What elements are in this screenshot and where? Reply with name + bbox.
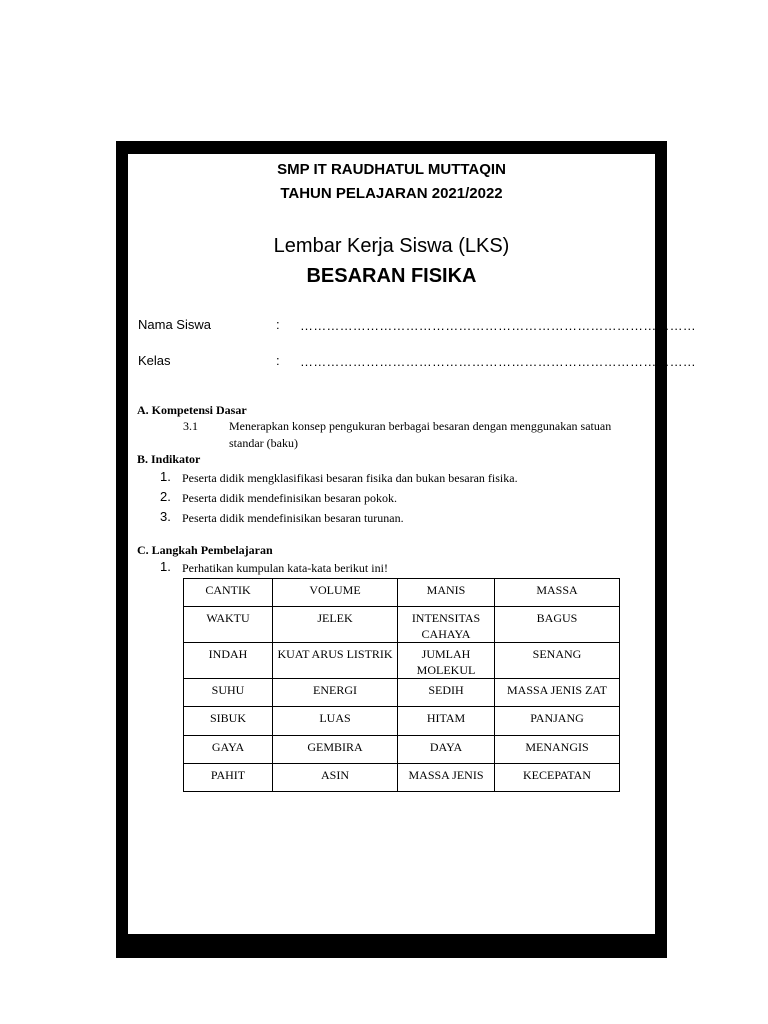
table-cell: ENERGI [273, 679, 398, 707]
indicator-text: Peserta didik mengklasifikasi besaran fisika dan bukan besaran fisika. [182, 471, 518, 485]
table-cell: CANTIK [184, 579, 273, 607]
worksheet-subtitle: BESARAN FISIKA [306, 265, 477, 287]
table-cell: MANIS [398, 579, 495, 607]
school-name: SMP IT RAUDHATUL MUTTAQIN [277, 161, 506, 178]
class-field-label: Kelas [138, 353, 171, 368]
table-row [184, 643, 620, 679]
table-cell: MASSA JENIS ZAT [495, 679, 620, 707]
section-b-heading: B. Indikator [137, 452, 201, 466]
competency-text-line2: standar (baku) [229, 436, 298, 450]
indicator-number: 1. [160, 469, 171, 484]
class-field-colon: : [276, 353, 280, 368]
table-cell: ASIN [273, 764, 398, 792]
table-cell: PANJANG [495, 707, 620, 736]
table-cell: INTENSITAS CAHAYA [398, 607, 495, 643]
table-row [184, 707, 620, 736]
table-cell: MENANGIS [495, 736, 620, 764]
name-field-blank[interactable]: ……………………………………………………………………………… [300, 318, 696, 333]
section-c-heading: C. Langkah Pembelajaran [137, 543, 273, 557]
step-number: 1. [160, 559, 171, 574]
table-cell: JUMLAH MOLEKUL [398, 643, 495, 679]
table-row [184, 736, 620, 764]
table-cell: MASSA JENIS [398, 764, 495, 792]
table-row [184, 579, 620, 607]
table-row [184, 607, 620, 643]
table-cell: KUAT ARUS LISTRIK [273, 643, 398, 679]
table-cell: LUAS [273, 707, 398, 736]
name-field-colon: : [276, 317, 280, 332]
table-cell: SUHU [184, 679, 273, 707]
table-cell: SIBUK [184, 707, 273, 736]
table-cell: INDAH [184, 643, 273, 679]
table-cell: PAHIT [184, 764, 273, 792]
table-cell: SEDIH [398, 679, 495, 707]
table-cell: MASSA [495, 579, 620, 607]
competency-number: 3.1 [183, 419, 198, 433]
indicator-text: Peserta didik mendefinisikan besaran pokok. [182, 491, 397, 505]
indicator-text: Peserta didik mendefinisikan besaran turunan. [182, 511, 404, 525]
competency-text-line1: Menerapkan konsep pengukuran berbagai besaran dengan menggunakan satuan [229, 419, 612, 433]
indicator-number: 2. [160, 489, 171, 504]
table-cell: VOLUME [273, 579, 398, 607]
school-year: TAHUN PELAJARAN 2021/2022 [280, 185, 503, 202]
word-table [183, 578, 620, 792]
table-cell: BAGUS [495, 607, 620, 643]
indicator-number: 3. [160, 509, 171, 524]
table-row [184, 764, 620, 792]
table-cell: SENANG [495, 643, 620, 679]
section-a-heading: A. Kompetensi Dasar [137, 403, 247, 417]
table-cell: WAKTU [184, 607, 273, 643]
step-text: Perhatikan kumpulan kata-kata berikut ini! [182, 561, 388, 575]
table-cell: DAYA [398, 736, 495, 764]
worksheet-title: Lembar Kerja Siswa (LKS) [273, 235, 510, 257]
table-cell: KECEPATAN [495, 764, 620, 792]
table-cell: JELEK [273, 607, 398, 643]
table-cell: GEMBIRA [273, 736, 398, 764]
class-field-blank[interactable]: ……………………………………………………………………………… [300, 354, 696, 369]
table-cell: HITAM [398, 707, 495, 736]
name-field-label: Nama Siswa [138, 317, 211, 332]
table-row [184, 679, 620, 707]
table-cell: GAYA [184, 736, 273, 764]
